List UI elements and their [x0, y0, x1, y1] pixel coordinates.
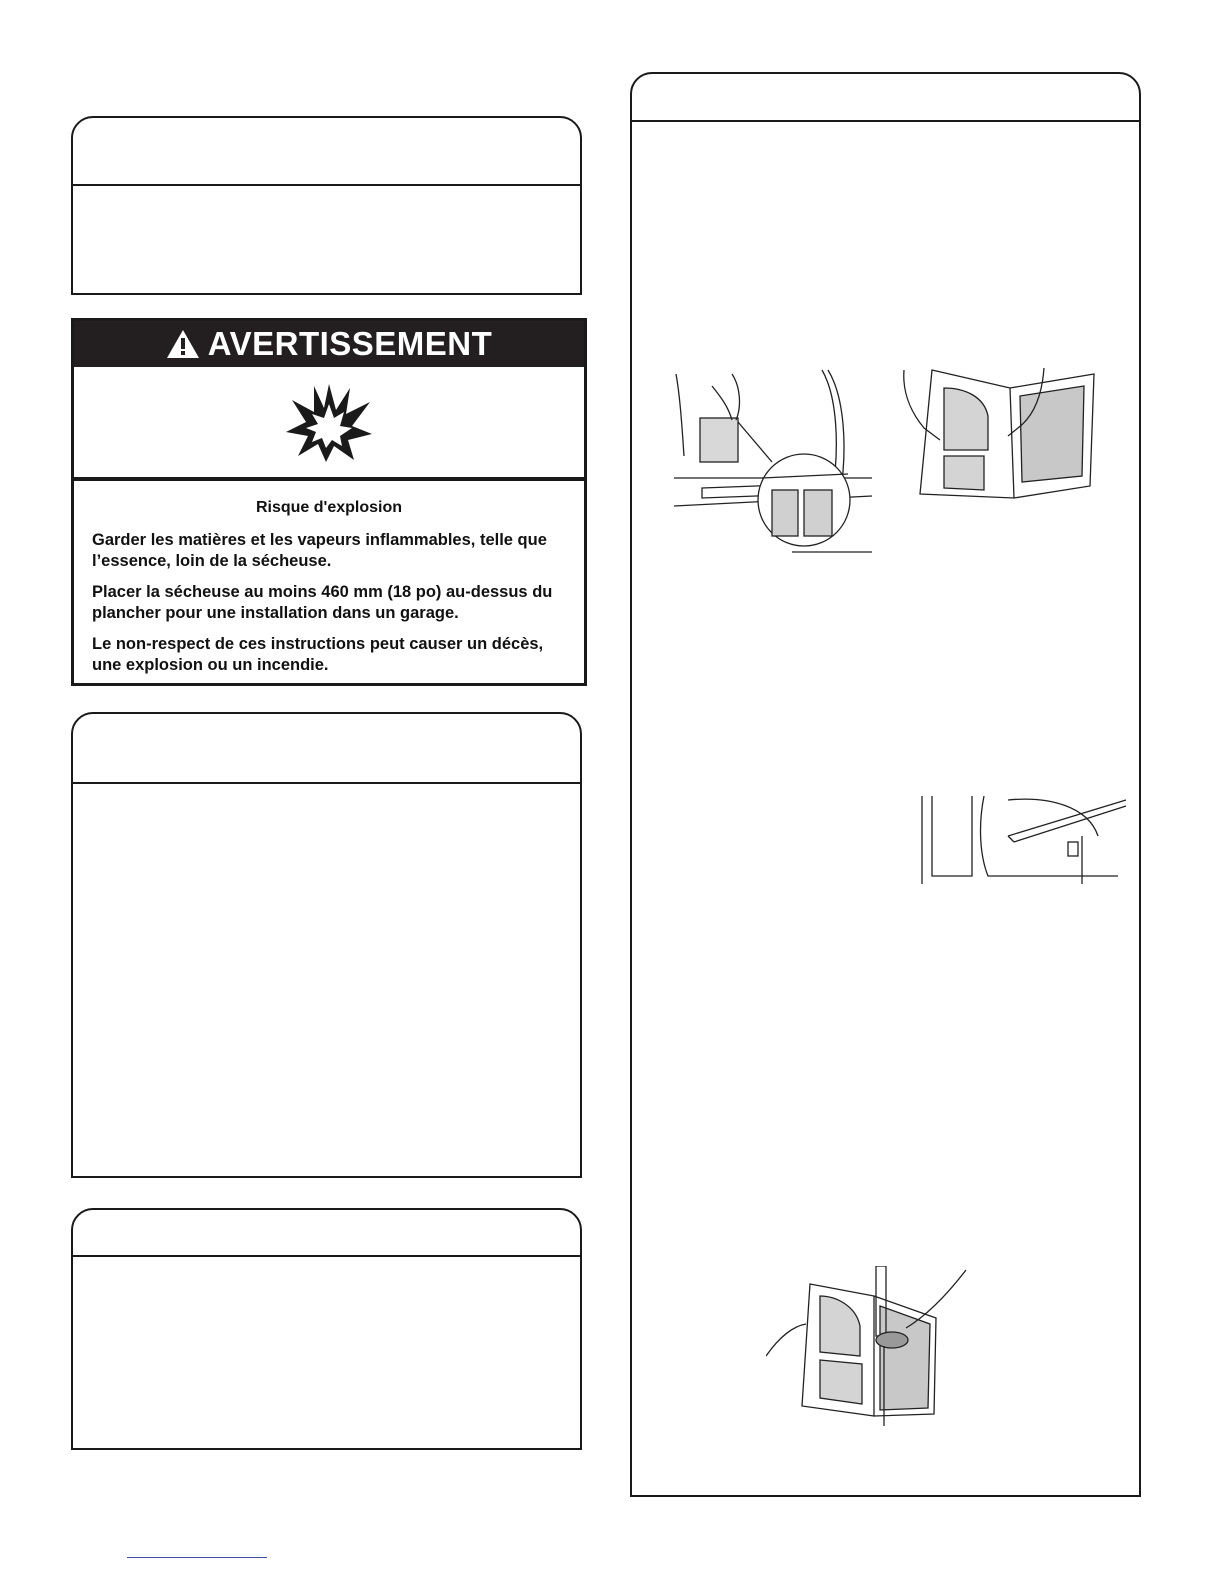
warning-risk-title: Risque d'explosion	[255, 499, 403, 516]
warning-paragraph: Le non-respect de ces instructions peut causer un décès, une explosion ou un incendie.	[92, 635, 544, 674]
lint-screen-open-illustration	[884, 366, 1096, 500]
section-box-middle-left	[71, 712, 582, 1178]
section-header-right	[632, 74, 1139, 122]
section-header-bottom-left	[73, 1210, 580, 1257]
warning-paragraph: Placer la sécheuse au moins 460 mm (18 po) au-dessus du plancher pour une installation dans un garage.	[92, 583, 553, 622]
lint-screen-brush-illustration	[766, 1266, 972, 1426]
warning-title-bar	[74, 321, 584, 367]
warning-triangle-icon	[166, 329, 200, 359]
warning-title: AVERTISSEMENT	[207, 325, 493, 362]
warning-symbol-area	[74, 367, 584, 481]
section-box-top-left	[71, 116, 582, 295]
warning-paragraph: Garder les matières et les vapeurs inflammables, telle que l’essence, loin de la sécheuse.	[92, 531, 547, 570]
warning-text-area	[74, 481, 584, 683]
section-header-top-left	[73, 118, 580, 186]
warning-panel	[71, 318, 587, 686]
section-header-middle-left	[73, 714, 580, 784]
footer-link-underline	[127, 1557, 267, 1558]
vacuum-cleaning-illustration	[918, 796, 1130, 884]
explosion-icon	[284, 382, 374, 462]
section-box-bottom-left	[71, 1208, 582, 1450]
lint-screen-removal-illustration	[672, 366, 880, 560]
